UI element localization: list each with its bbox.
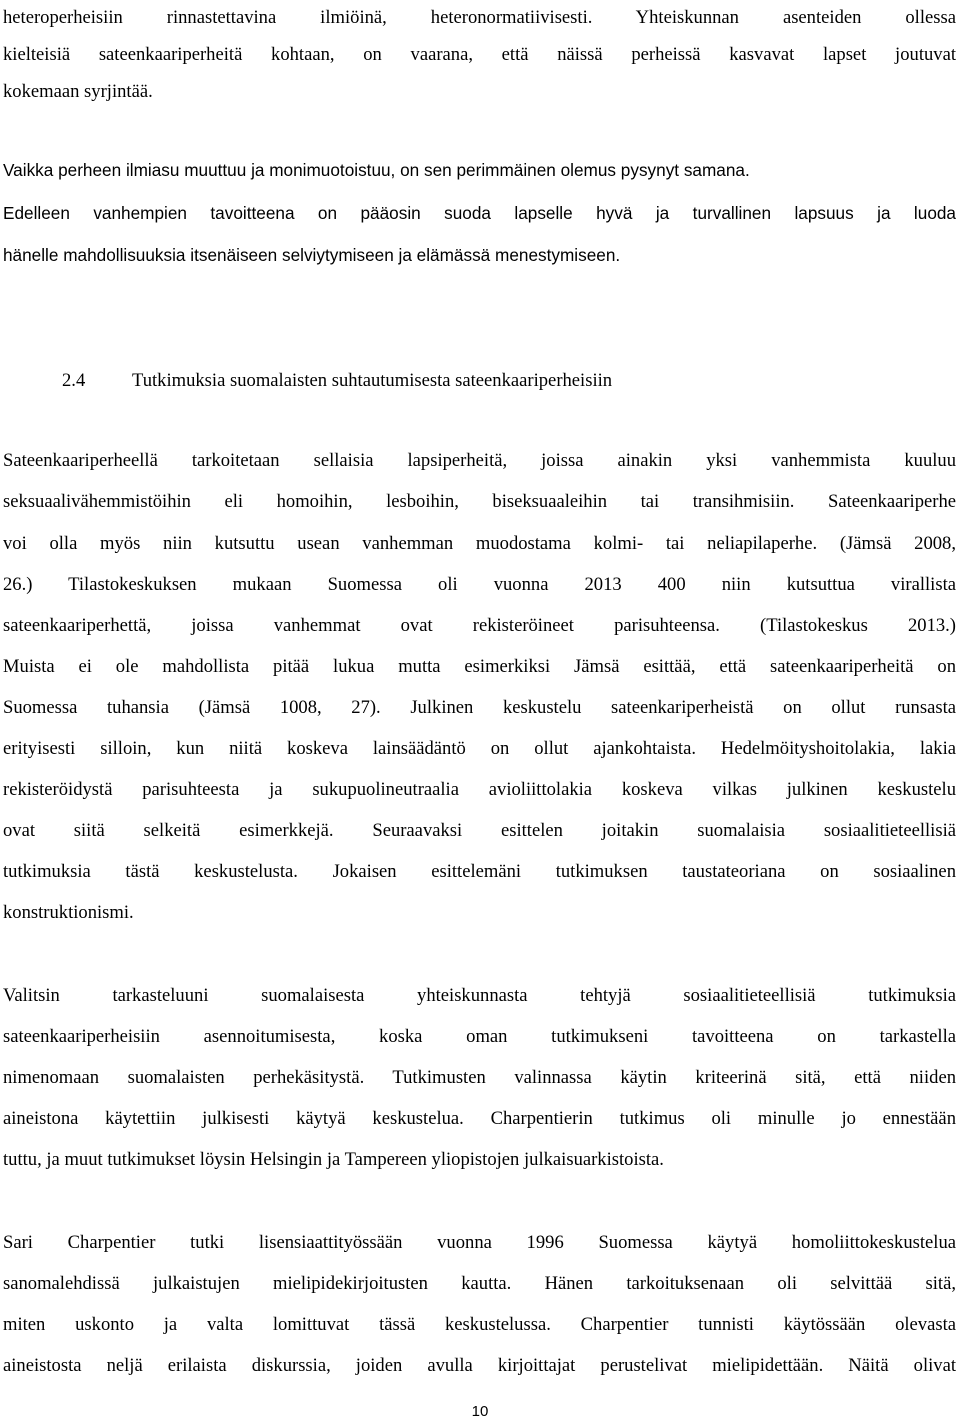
paragraph-3-line: erityisesti silloin, kun niitä koskeva lainsäädäntö on ollut ajankohtaista. Hedelmöityshoitolakia, lakia — [3, 738, 956, 759]
page-number: 10 — [471, 1403, 489, 1420]
paragraph-1-line: kokemaan syrjintää. — [3, 81, 153, 102]
paragraph-3-line: seksuaalivähemmistöihin eli homoihin, lesboihin, biseksuaaleihin tai transihmisiin. Sateenkaariperhe — [3, 491, 956, 512]
paragraph-1-line: kielteisiä sateenkaariperheitä kohtaan, on vaarana, että näissä perheissä kasvavat lapset joutuvat — [3, 44, 956, 65]
paragraph-5-line: Sari Charpentier tutki lisensiaattityössään vuonna 1996 Suomessa käytyä homoliittokeskustelua — [3, 1232, 956, 1253]
paragraph-1-line: heteroperheisiin rinnastettavina ilmiöinä, heteronormatiivisesti. Yhteiskunnan asenteiden ollessa — [3, 7, 956, 28]
paragraph-4-line: tuttu, ja muut tutkimukset löysin Helsingin ja Tampereen yliopistojen julkaisuarkistoista. — [3, 1149, 664, 1170]
paragraph-3-line: ovat siitä selkeitä esimerkkejä. Seuraavaksi esittelen joitakin suomalaisia sosiaalitieteellisiä — [3, 820, 956, 841]
paragraph-4-line: Valitsin tarkasteluuni suomalaisesta yhteiskunnasta tehtyjä sosiaalitieteellisiä tutkimuksia — [3, 985, 956, 1006]
paragraph-2-line: Vaikka perheen ilmiasu muuttuu ja monimuotoistuu, on sen perimmäinen olemus pysynyt samana. — [3, 160, 750, 180]
paragraph-5-line: sanomalehdissä julkaistujen mielipidekirjoitusten kautta. Hänen tarkoituksenaan oli selvittää sitä, — [3, 1273, 956, 1294]
section-title: Tutkimuksia suomalaisten suhtautumisesta sateenkaariperheisiin — [132, 370, 613, 391]
paragraph-3-line: sateenkaariperhettä, joissa vanhemmat ovat rekisteröineet parisuhteensa. (Tilastokeskus 2013.) — [3, 615, 956, 636]
paragraph-5-line: miten uskonto ja valta lomittuvat tässä keskustelussa. Charpentier tunnisti käytössään olevasta — [3, 1314, 956, 1335]
section-number: 2.4 — [62, 370, 86, 391]
paragraph-4-line: sateenkaariperheisiin asennoitumisesta, koska oman tutkimukseni tavoitteena on tarkastella — [3, 1026, 956, 1047]
paragraph-3-line: tutkimuksia tästä keskustelusta. Jokaisen esittelemäni tutkimuksen taustateoriana on sosiaalinen — [3, 861, 956, 882]
paragraph-3-line: konstruktionismi. — [3, 902, 134, 923]
paragraph-3-line: rekisteröidystä parisuhteesta ja sukupuolineutraalia avioliittolakia koskeva vilkas julkinen keskustelu — [3, 779, 956, 800]
paragraph-3-line: Suomessa tuhansia (Jämsä 1008, 27). Julkinen keskustelu sateenkariperheistä on ollut runsasta — [3, 697, 956, 718]
paragraph-4-line: aineistona käytettiin julkisesti käytyä keskustelua. Charpentierin tutkimus oli minulle jo ennestään — [3, 1108, 956, 1129]
paragraph-2-line: Edelleen vanhempien tavoitteena on pääosin suoda lapselle hyvä ja turvallinen lapsuus ja luoda — [3, 203, 956, 223]
paragraph-3-line: 26.) Tilastokeskuksen mukaan Suomessa oli vuonna 2013 400 niin kutsuttua virallista — [3, 574, 956, 595]
paragraph-4-line: nimenomaan suomalaisten perhekäsitystä. Tutkimusten valinnassa käytin kriteerinä sitä, että niiden — [3, 1067, 956, 1088]
paragraph-3-line: Sateenkaariperheellä tarkoitetaan sellaisia lapsiperheitä, joissa ainakin yksi vanhemmista kuuluu — [3, 450, 956, 471]
paragraph-2-line: hänelle mahdollisuuksia itsenäiseen selviytymiseen ja elämässä menestymiseen. — [3, 245, 621, 265]
paragraph-5-line: aineistosta neljä erilaista diskurssia, joiden avulla kirjoittajat perustelivat mielipidettään. Näitä olivat — [3, 1355, 956, 1376]
paragraph-3-line: Muista ei ole mahdollista pitää lukua mutta esimerkiksi Jämsä esittää, että sateenkaariperheitä on — [3, 656, 956, 677]
paragraph-3-line: voi olla myös niin kutsuttu usean vanhemman muodostama kolmi- tai neliapilaperhe. (Jämsä 2008, — [3, 533, 956, 554]
